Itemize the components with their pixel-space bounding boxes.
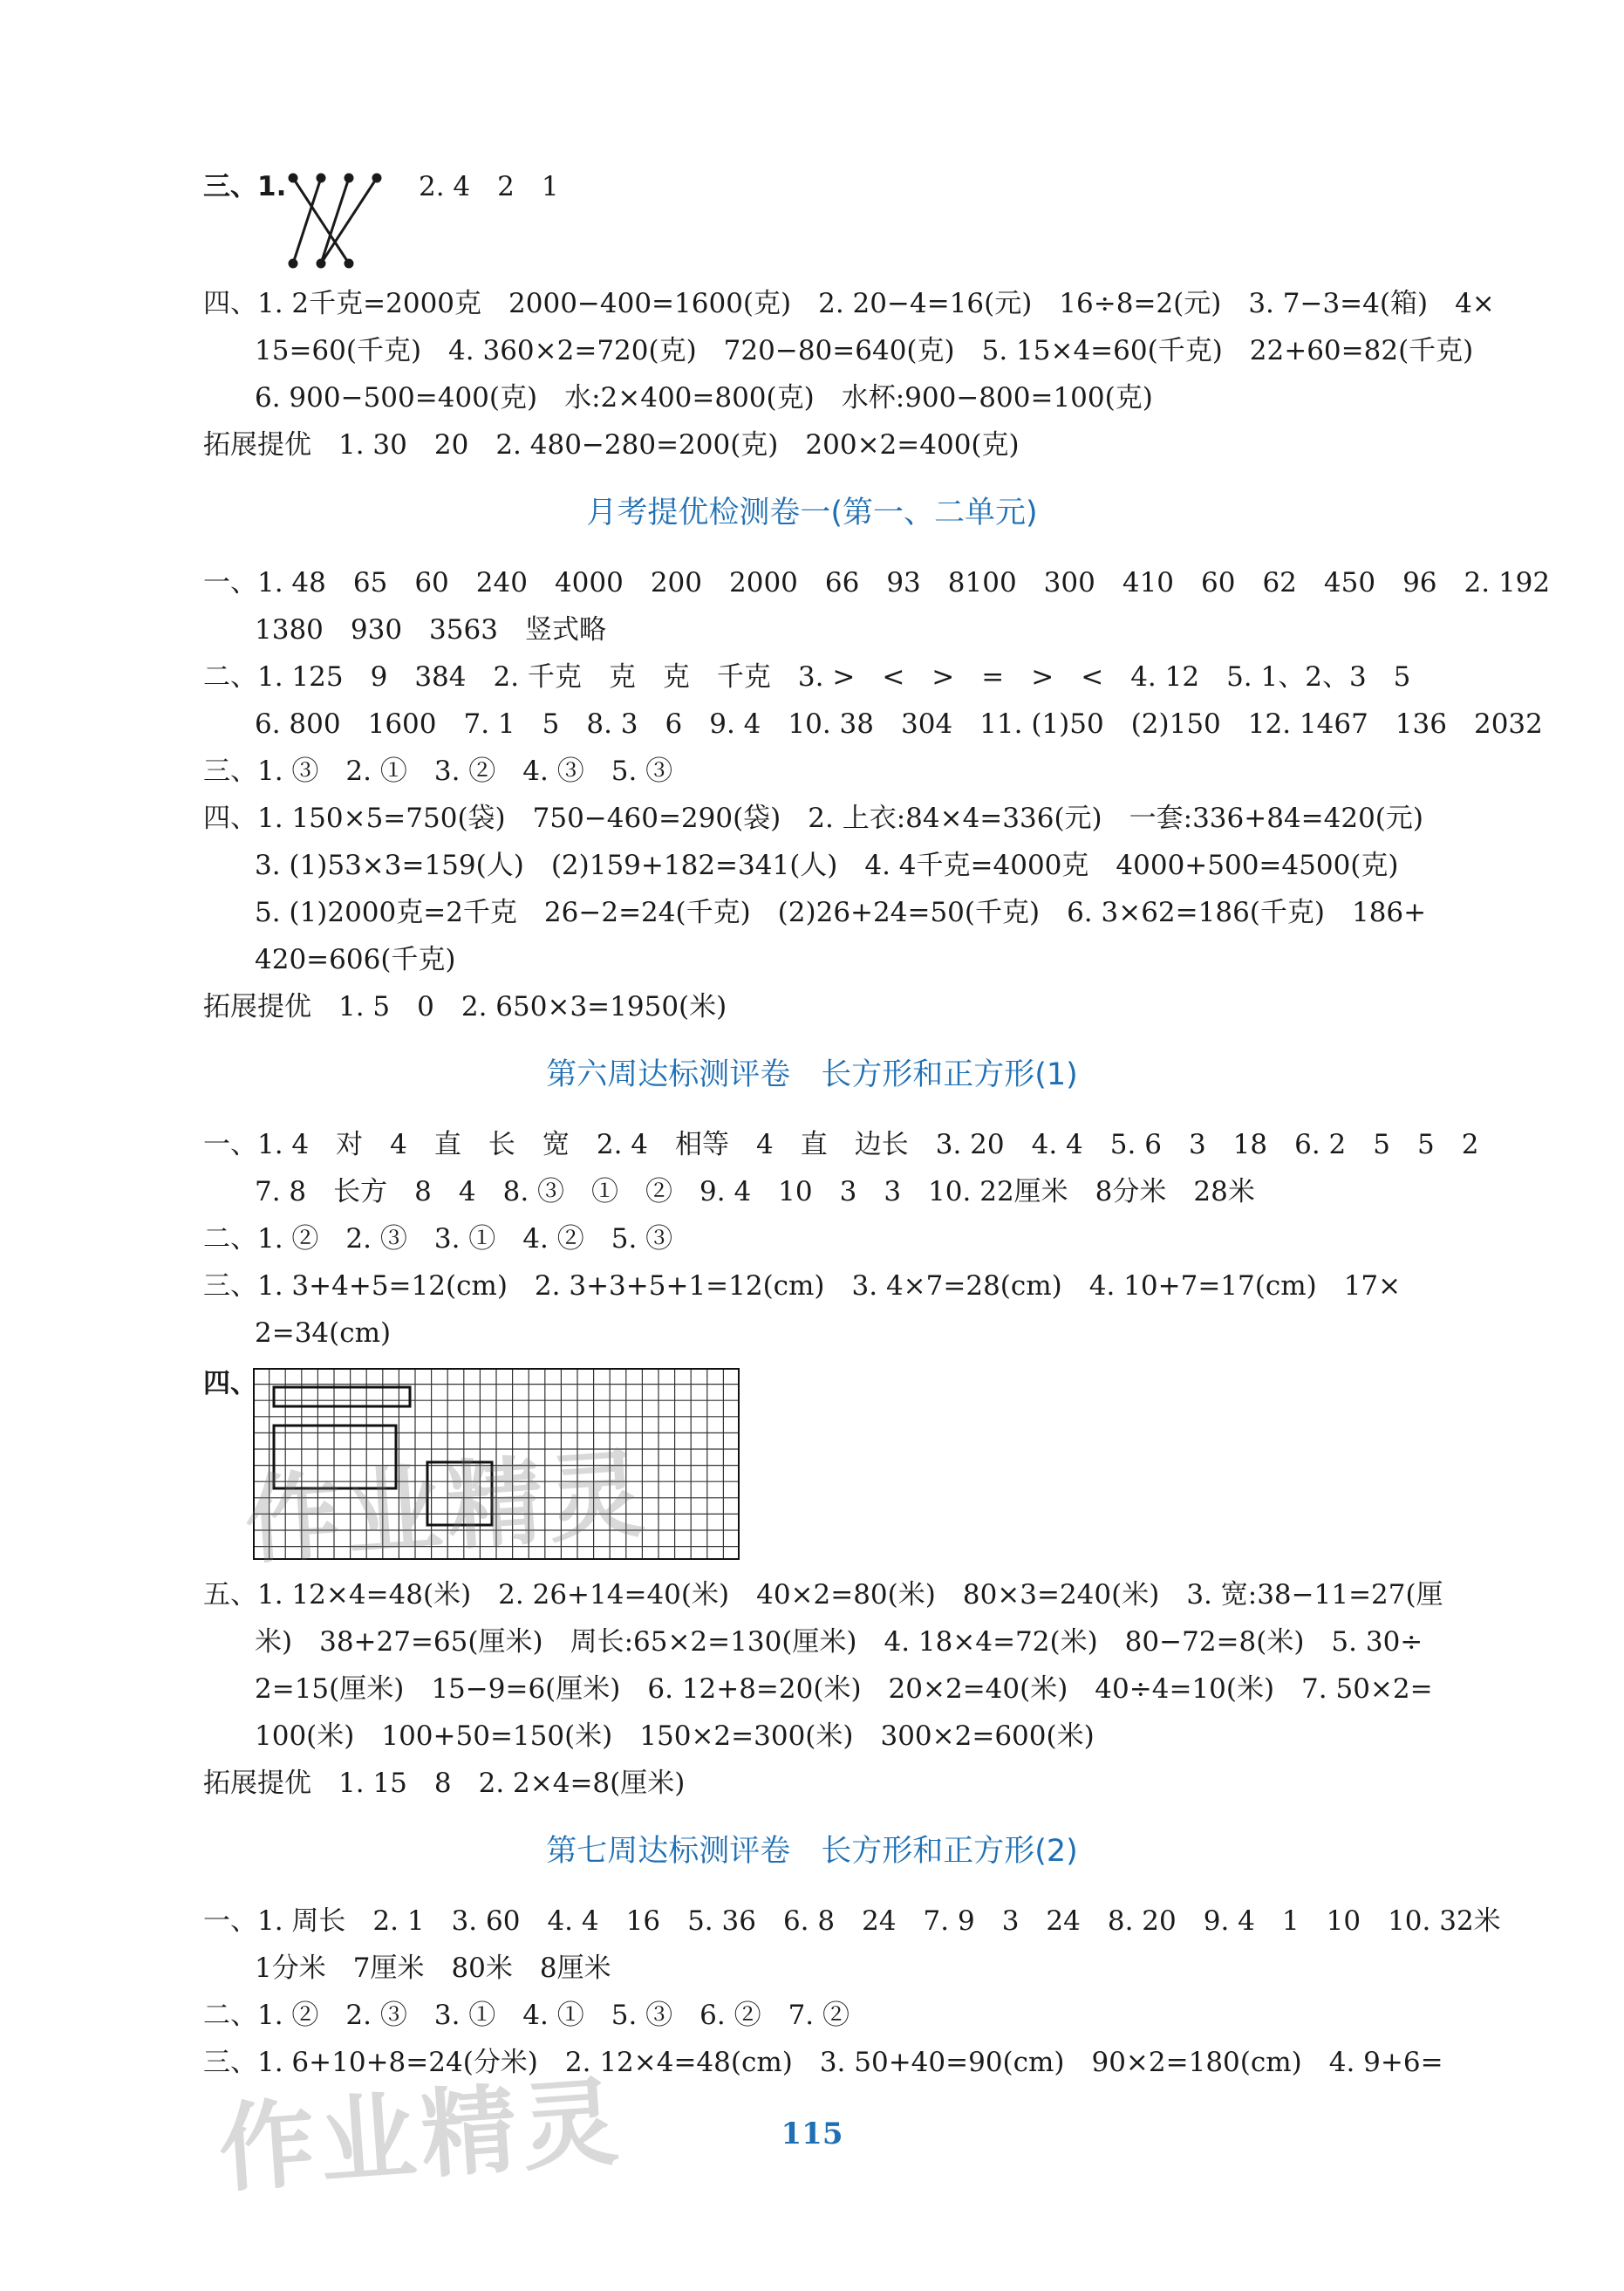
answer-line: 5. (1)2000克=2千克 26−2=24(千克) (2)26+24=50(千克) 6. 3×62=186(千克) 186+	[255, 897, 1427, 928]
section-title: 第六周达标测评卷 长方形和正方形(1)	[546, 1057, 1078, 1092]
answer-line: 四、1. 150×5=750(袋) 750−460=290(袋) 2. 上衣:84×4=336(元) 一套:336+84=420(元)	[203, 803, 1423, 834]
answer-line: 一、1. 周长 2. 1 3. 60 4. 4 16 5. 36 6. 8 24 7. 9 3 24 8. 20 9. 4 1 10 10. 32米	[203, 1905, 1501, 1937]
answer-line: 五、1. 12×4=48(米) 2. 26+14=40(米) 40×2=80(米) 80×3=240(米) 3. 宽:38−11=27(厘	[203, 1579, 1443, 1611]
watermark: 作业精灵	[215, 2065, 627, 2206]
answer-line: 3. (1)53×3=159(人) (2)159+182=341(人) 4. 4千克=4000克 4000+500=4500(克)	[255, 850, 1399, 881]
answer-line: 6. 800 1600 7. 1 5 8. 3 6 9. 4 10. 38 304 11. (1)50 (2)150 12. 1467 136 2032	[255, 708, 1543, 740]
matching-lines-figure	[281, 166, 394, 270]
match-line	[321, 178, 349, 263]
answer-line: 一、1. 4 对 4 直 长 宽 2. 4 相等 4 直 边长 3. 20 4. 4 5. 6 3 18 6. 2 5 5 2	[203, 1129, 1479, 1160]
match-line	[293, 178, 349, 263]
answer-line: 拓展提优 1. 5 0 2. 650×3=1950(米)	[203, 991, 727, 1022]
answer-line: 1分米 7厘米 80米 8厘米	[255, 1952, 611, 1984]
answer-line: 二、1. 125 9 384 2. 千克 克 克 千克 3. > < > = > < 4. 12 5. 1、2、3 5	[203, 661, 1411, 693]
answer-line: 三、1. 3+4+5=12(cm) 2. 3+3+5+1=12(cm) 3. 4×7=28(cm) 4. 10+7=17(cm) 17×	[203, 1270, 1402, 1302]
answer-line: 2=15(厘米) 15−9=6(厘米) 6. 12+8=20(米) 20×2=40(米) 40÷4=10(米) 7. 50×2=	[255, 1673, 1433, 1705]
answer-line: 1380 930 3563 竖式略	[255, 614, 606, 646]
answer-line: 2. 4 2 1	[419, 171, 559, 202]
answer-line: 2=34(cm)	[255, 1317, 392, 1349]
section-title: 月考提优检测卷一(第一、二单元)	[586, 496, 1038, 530]
page-number: 115	[781, 2117, 843, 2151]
watermark: 作业精灵	[241, 1437, 653, 1578]
answer-line: 100(米) 100+50=150(米) 150×2=300(米) 300×2=600(米)	[255, 1720, 1095, 1752]
answer-line: 拓展提优 1. 15 8 2. 2×4=8(厘米)	[203, 1768, 686, 1799]
answer-line: 三、1. 6+10+8=24(分米) 2. 12×4=48(cm) 3. 50+40=90(cm) 90×2=180(cm) 4. 9+6=	[203, 2047, 1443, 2078]
q4-label: 四、	[203, 1368, 257, 1399]
answer-line: 6. 900−500=400(克) 水:2×400=800(克) 水杯:900−800=100(克)	[255, 382, 1153, 414]
answer-line: 二、1. ② 2. ③ 3. ① 4. ② 5. ③	[203, 1223, 673, 1255]
match-line	[321, 178, 377, 263]
match-line	[293, 178, 321, 263]
section-title: 第七周达标测评卷 长方形和正方形(2)	[546, 1834, 1078, 1869]
answer-line: 一、1. 48 65 60 240 4000 200 2000 66 93 8100 300 410 60 62 450 96 2. 192	[203, 567, 1551, 598]
answer-line: 拓展提优 1. 30 20 2. 480−280=200(克) 200×2=400(克)	[203, 429, 1020, 461]
answer-line: 四、1. 2千克=2000克 2000−400=1600(克) 2. 20−4=16(元) 16÷8=2(元) 3. 7−3=4(箱) 4×	[203, 288, 1495, 319]
answer-line: 420=606(千克)	[255, 944, 456, 975]
answer-line: 二、1. ② 2. ③ 3. ① 4. ① 5. ③ 6. ② 7. ②	[203, 2000, 850, 2031]
answer-line: 米) 38+27=65(厘米) 周长:65×2=130(厘米) 4. 18×4=72(米) 80−72=8(米) 5. 30÷	[255, 1626, 1423, 1658]
answer-line: 7. 8 长方 8 4 8. ③ ① ② 9. 4 10 3 3 10. 22厘米 8分米 28米	[255, 1176, 1255, 1207]
answer-line: 15=60(千克) 4. 360×2=720(克) 720−80=640(克) 5. 15×4=60(千克) 22+60=82(千克)	[255, 335, 1474, 366]
q3-label: 三、1.	[203, 171, 287, 202]
answer-line: 三、1. ③ 2. ① 3. ② 4. ③ 5. ③	[203, 756, 673, 787]
drawn-rectangle	[274, 1387, 410, 1406]
